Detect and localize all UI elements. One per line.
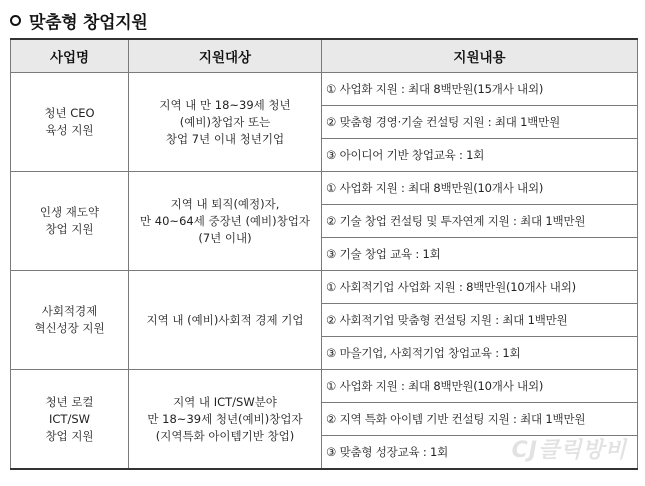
program-content-item: ③ 마을기업, 사회적기업 창업교육 : 1회 bbox=[322, 337, 638, 370]
watermark-logo: CJ클릭방비 bbox=[511, 438, 627, 463]
program-target-cell bbox=[129, 370, 322, 470]
program-content-item: ③ 기술 창업 교육 : 1회 bbox=[322, 238, 638, 271]
program-target-line: 만 18~39세 청년(예비)창업자 bbox=[147, 411, 303, 426]
program-target-cell bbox=[129, 271, 322, 370]
program-content-item: ① 사업화 지원 : 최대 8백만원(10개사 내외) bbox=[322, 172, 638, 205]
program-content-item: ② 지역 특화 아이템 기반 컨설팅 지원 : 최대 1백만원 bbox=[322, 403, 638, 436]
program-target-line: 만 40~64세 중장년 (예비)창업자 bbox=[140, 213, 310, 228]
header-content: 지원내용 bbox=[322, 39, 638, 73]
program-name-line: 혁신성장 지원 bbox=[34, 321, 105, 335]
program-content-item: ① 사회적기업 사업화 지원 : 8백만원(10개사 내외) bbox=[322, 271, 638, 304]
program-content-item: ② 맞춤형 경영·기술 컨설팅 지원 : 최대 1백만원 bbox=[322, 106, 638, 139]
page-title-text: 맞춤형 창업지원 bbox=[29, 12, 148, 33]
table-row bbox=[11, 271, 638, 304]
program-target-line: 창업 7년 이내 청년기업 bbox=[165, 131, 285, 146]
program-target-line: 지역 내 만 18~39세 청년 bbox=[159, 97, 291, 112]
program-name-cell bbox=[11, 370, 129, 470]
table-header-row bbox=[11, 39, 638, 73]
program-content-item: ② 기술 창업 컨설팅 및 투자연계 지원 : 최대 1백만원 bbox=[322, 205, 638, 238]
program-target-line: 지역 내 (예비)사회적 경제 기업 bbox=[146, 312, 304, 327]
page-title bbox=[10, 6, 147, 34]
header-program: 사업명 bbox=[11, 39, 129, 73]
program-target-line: (지역특화 아이템기반 창업) bbox=[155, 428, 295, 443]
circle-bullet-icon bbox=[10, 15, 21, 26]
program-target-cell bbox=[129, 172, 322, 271]
program-content-item: ② 사회적기업 맞춤형 컨설팅 지원 : 최대 1백만원 bbox=[322, 304, 638, 337]
program-name-cell bbox=[11, 73, 129, 172]
program-target-line: 지역 내 퇴직(예정)자, bbox=[170, 196, 280, 211]
program-name-line: ICT/SW bbox=[49, 411, 90, 426]
program-content-item: ① 사업화 지원 : 최대 8백만원(10개사 내외) bbox=[322, 370, 638, 403]
program-name-line: 육성 지원 bbox=[45, 123, 94, 137]
program-name-cell bbox=[11, 271, 129, 370]
program-name-line: 창업 지원 bbox=[45, 428, 94, 443]
table-row bbox=[11, 73, 638, 106]
program-name-line: 인생 재도약 bbox=[39, 205, 100, 219]
program-content-item: ③ 아이디어 기반 창업교육 : 1회 bbox=[322, 139, 638, 172]
program-content-item: ③ 맞춤형 성장교육 : 1회 bbox=[322, 436, 638, 470]
program-target-line: (예비)창업자 또는 bbox=[179, 114, 271, 129]
program-name-line: 창업 지원 bbox=[45, 222, 94, 236]
program-target-cell bbox=[129, 73, 322, 172]
program-target-line: (7년 이내) bbox=[198, 230, 252, 245]
program-name-line: 사회적경제 bbox=[41, 304, 98, 318]
program-content-item: ① 사업화 지원 : 최대 8백만원(15개사 내외) bbox=[322, 73, 638, 106]
table-row bbox=[11, 172, 638, 205]
program-name-cell bbox=[11, 172, 129, 271]
table-row bbox=[11, 370, 638, 403]
program-target-line: 지역 내 ICT/SW분야 bbox=[173, 394, 277, 409]
support-programs-table bbox=[10, 38, 638, 470]
program-name-line: 청년 로컬 bbox=[45, 394, 94, 409]
header-target: 지원대상 bbox=[129, 39, 322, 73]
program-name-line: 청년 CEO bbox=[44, 106, 95, 120]
